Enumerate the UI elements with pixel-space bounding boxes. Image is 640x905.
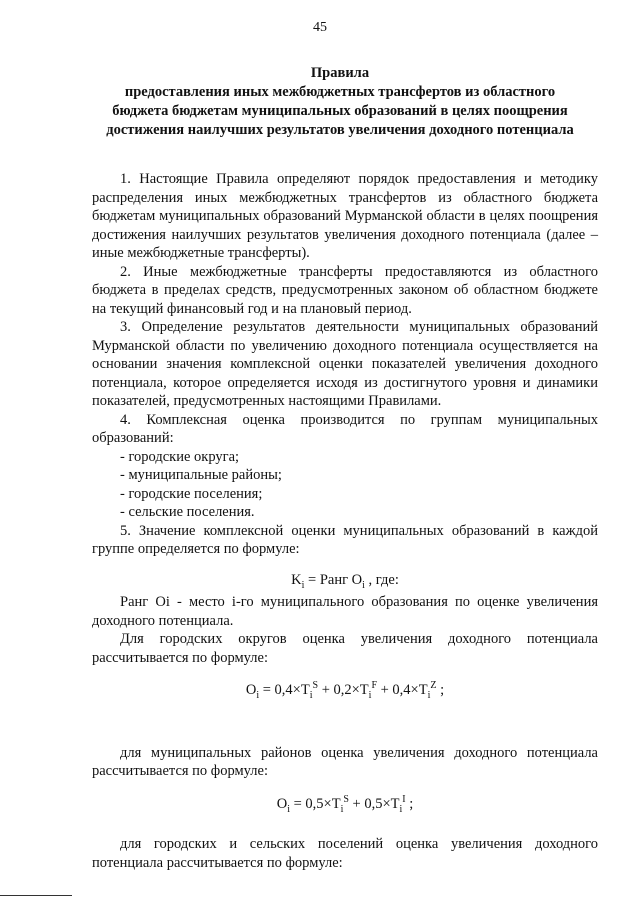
formula-urban-districts xyxy=(92,681,598,700)
formula-symbol: K xyxy=(291,571,302,588)
formula-superscript: S xyxy=(312,680,319,692)
formula-text: = 0,5×T xyxy=(289,795,341,812)
formula-subscript: i xyxy=(399,803,403,815)
municipality-group-list xyxy=(92,448,598,522)
paragraph-8: для муниципальных районов оценка увеличения доходного потенциала рассчитывается по формуле: xyxy=(92,744,598,779)
paragraph-2: 2. Иные межбюджетные трансферты предоставляются из областного бюджета в пределах средств, предусмотренных законом об областном бюджете на текущий финансовый год и на плановый период. xyxy=(92,263,598,317)
title-line-3: бюджета бюджетам муниципальных образований в целях поощрения xyxy=(112,103,568,119)
formula-subscript: i xyxy=(340,803,344,815)
paragraph-5: 5. Значение комплексной оценки муниципальных образований в каждой группе определяется по формуле: xyxy=(92,522,598,557)
formula-subscript: i xyxy=(287,803,290,815)
paragraph-9: для городских и сельских поселений оценка увеличения доходного потенциала рассчитывается по формуле: xyxy=(92,836,598,871)
formula-text: , где: xyxy=(364,571,399,588)
list-item: - муниципальные районы; xyxy=(120,467,282,483)
formula-subscript: i xyxy=(309,689,313,701)
document-title xyxy=(80,64,600,140)
title-line-4: достижения наилучших результатов увеличения доходного потенциала xyxy=(106,122,574,138)
list-item: - городские поселения; xyxy=(120,485,263,502)
formula-text: = 0,4×T xyxy=(259,682,310,698)
title-line-2: предоставления иных межбюджетных трансфертов из областного xyxy=(124,84,556,100)
formula-rank xyxy=(92,571,598,590)
formula-superscript: I xyxy=(402,793,406,805)
formula-superscript: Z xyxy=(430,680,437,692)
list-item: - сельские поселения. xyxy=(120,504,255,520)
formula-text: + 0,4×T xyxy=(377,682,428,698)
footer-rule xyxy=(0,895,72,896)
page-number: 45 xyxy=(313,20,327,35)
paragraph-7: Для городских округов оценка увеличения доходного потенциала рассчитывается по формуле: xyxy=(92,631,598,666)
document-body xyxy=(92,170,598,872)
formula-text: + 0,5×T xyxy=(348,795,400,812)
paragraph-1: 1. Настоящие Правила определяют порядок предоставления и методику распределения иных межбюджетных трансфертов из областного бюджета бюджетам муниципальных образований Мурманской области в целях поощрения достижения наилучших результатов увеличения доходного потенциала (далее – иные межбюджетные трансферты). xyxy=(92,171,598,261)
formula-superscript: F xyxy=(371,680,377,692)
formula-subscript: i xyxy=(301,579,305,591)
formula-municipal-districts xyxy=(92,795,598,814)
formula-text: = Ранг O xyxy=(304,571,363,588)
formula-text: + 0,2×T xyxy=(318,682,369,698)
paragraph-3: 3. Определение результатов деятельности муниципальных образований Мурманской области по увеличению доходного потенциала осуществляется на основании значения комплексной оценки показателей увеличения доходного потенциала, которое определяется исходя из достигнутого уровня и динамики показателей, предусмотренных настоящими Правилами. xyxy=(92,319,598,409)
formula-subscript: i xyxy=(362,579,365,591)
paragraph-4: 4. Комплексная оценка производится по группам муниципальных образований: xyxy=(92,411,598,446)
formula-superscript: S xyxy=(343,793,349,805)
formula-text: ; xyxy=(405,795,414,812)
formula-text: ; xyxy=(436,682,445,698)
list-item: - городские округа; xyxy=(120,448,240,465)
formula-subscript: i xyxy=(256,689,260,701)
formula-symbol: O xyxy=(276,795,288,812)
paragraph-6: Ранг Oi - место i-го муниципального образования по оценке увеличения доходного потенциала. xyxy=(92,594,598,629)
title-line-1: Правила xyxy=(310,65,370,81)
formula-symbol: O xyxy=(245,682,257,698)
formula-subscript: i xyxy=(368,689,372,701)
formula-subscript: i xyxy=(427,689,431,701)
